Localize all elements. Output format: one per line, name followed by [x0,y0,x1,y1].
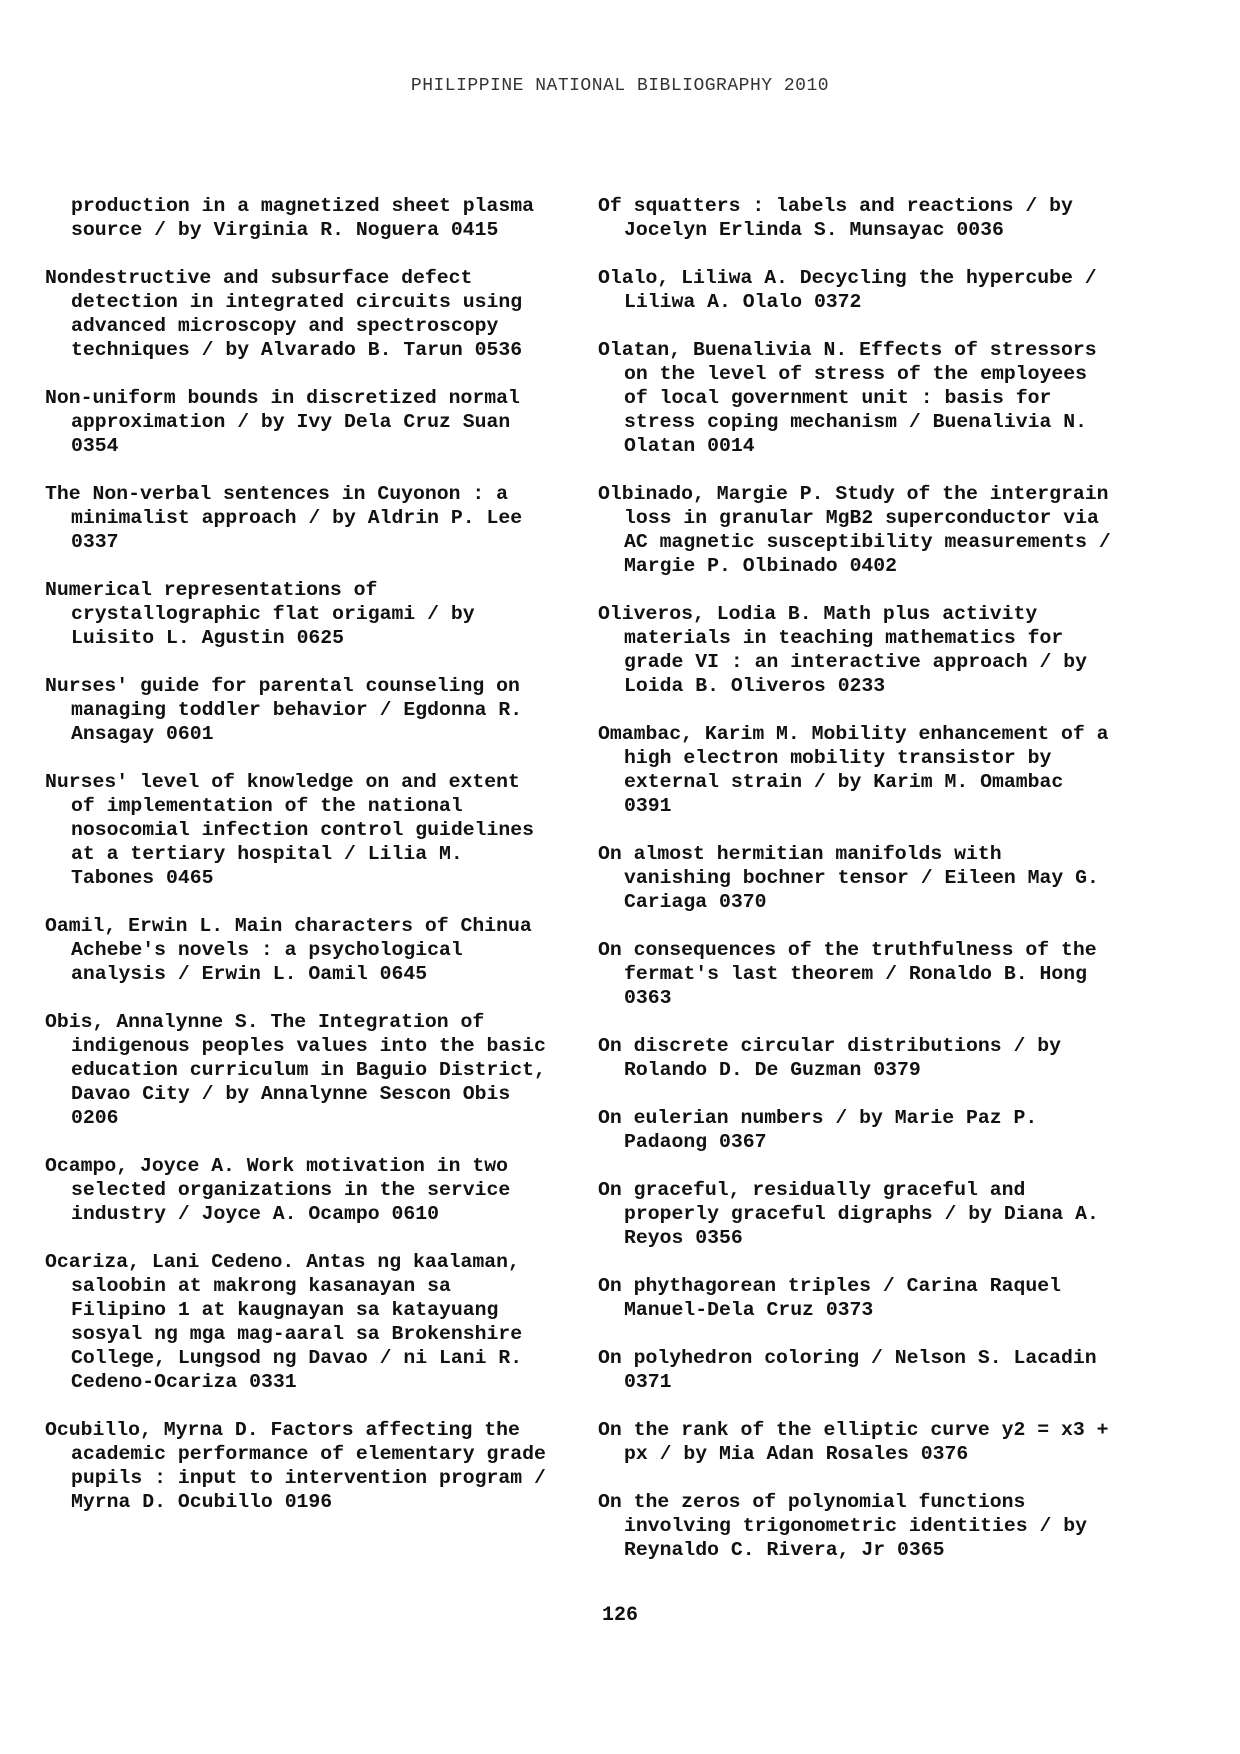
bibliography-entry [45,578,555,650]
entry-text: The Non-verbal sentences in Cuyonon : a minimalist approach / by Aldrin P. Lee [45,483,523,529]
bibliography-entry [598,194,1118,242]
entry-number: 0601 [165,723,214,745]
bibliography-entry [45,266,555,362]
entry-number: 0206 [71,1107,119,1129]
entry-text: On consequences of the truthfulness of the fermat's last theorem / Ronaldo B. Hong [598,939,1097,985]
entry-number: 0610 [391,1203,439,1225]
entry-text: Ocubillo, Myrna D. Factors affecting the academic performance of elementary grade pupils : input to intervention program / Myrna D. Ocubillo [45,1419,546,1513]
entry-text: On phythagorean triples / Carina Raquel Manuel-Dela Cruz [598,1275,1061,1321]
bibliography-entry [45,1010,555,1130]
entry-text: Numerical representations of crystallographic flat origami / by Luisito L. Agustin [45,579,475,649]
entry-text: On discrete circular distributions / by Rolando D. De Guzman [598,1035,1061,1081]
bibliography-entry [45,674,555,746]
entry-number: 0367 [718,1131,767,1153]
entry-text: Obis, Annalynne S. The Integration of indigenous peoples values into the basic education curriculum in Baguio District, Davao City / by Annalynne Sescon Obis [45,1011,546,1105]
bibliography-entry [45,194,555,242]
entry-text: Of squatters : labels and reactions / by Jocelyn Erlinda S. Munsayac [598,195,1073,241]
entry-number: 0036 [956,219,1004,241]
bibliography-entry [598,1490,1118,1562]
bibliography-entry [45,1250,555,1394]
entry-number: 0415 [450,219,499,241]
entry-text: Nurses' guide for parental counseling on managing toddler behavior / Egdonna R. Ansagay [45,675,523,745]
left-column [45,194,555,1538]
entry-number: 0014 [707,435,755,457]
bibliography-entry [598,1346,1118,1394]
bibliography-entry [598,938,1118,1010]
bibliography-entry [598,266,1118,314]
entry-text: Ocampo, Joyce A. Work motivation in two selected organizations in the service industry / Joyce A. Ocampo [45,1155,511,1225]
entry-text: On almost hermitian manifolds with vanishing bochner tensor / Eileen May G. Cariaga [598,843,1099,913]
bibliography-entry [45,386,555,458]
bibliography-entry [598,482,1118,578]
entry-number: 0233 [837,675,886,697]
bibliography-entry [45,1154,555,1226]
bibliography-entry [598,1418,1118,1466]
entry-number: 0376 [920,1443,969,1465]
entry-number: 0379 [873,1059,921,1081]
entry-text: On the rank of the elliptic curve y2 = x3 + px / by Mia Adan Rosales [598,1419,1109,1465]
bibliography-entry [45,1418,555,1514]
entry-text: Non-uniform bounds in discretized normal approximation / by Ivy Dela Cruz Suan [45,387,520,433]
entry-number: 0337 [71,531,119,553]
entry-number: 0196 [284,1491,333,1513]
bibliography-entry [598,842,1118,914]
entry-text: Oamil, Erwin L. Main characters of Chinua Achebe's novels : a psychological analysis / Erwin L. Oamil [45,915,532,985]
entry-text: Nondestructive and subsurface defect detection in integrated circuits using advanced microscopy and spectroscopy techniques / by Alvarado B. Tarun [45,267,523,361]
entry-number: 0465 [165,867,214,889]
entry-number: 0645 [379,963,428,985]
entry-number: 0370 [718,891,767,913]
entry-text: On eulerian numbers / by Marie Paz P. Padaong [598,1107,1038,1153]
bibliography-entry [598,1274,1118,1322]
entry-text: Oliveros, Lodia B. Math plus activity materials in teaching mathematics for grade VI : an interactive approach / by Loida B. Oliveros [598,603,1087,697]
entry-number: 0354 [71,435,119,457]
entry-text: On polyhedron coloring / Nelson S. Lacadin [598,1347,1097,1369]
entry-text: production in a magnetized sheet plasma source / by Virginia R. Noguera [71,195,534,241]
entry-text: Olatan, Buenalivia N. Effects of stressors on the level of stress of the employees of local government unit : basis for stress coping mechanism / Buenalivia N. Olatan [598,339,1097,457]
page-number: 126 [601,1604,638,1627]
entry-text: Ocariza, Lani Cedeno. Antas ng kaalaman, saloobin at makrong kasanayan sa Filipino 1 at kaugnayan sa katayuang sosyal ng mga mag-aaral sa Brokenshire College, Lungsod ng Davao / ni Lani R. Cedeno-Ocariza [45,1251,523,1393]
entry-number: 0365 [897,1539,945,1561]
entry-number: 0331 [249,1371,297,1393]
entry-number: 0363 [624,987,672,1009]
entry-number: 0356 [695,1227,743,1249]
entry-number: 0372 [813,291,862,313]
bibliography-entry [598,1106,1118,1154]
entry-number: 0536 [474,339,523,361]
entry-number: 0391 [624,795,672,817]
bibliography-entry [598,602,1118,698]
running-title: PHILIPPINE NATIONAL BIBLIOGRAPHY 2010 [410,76,830,96]
bibliography-entry [598,1178,1118,1250]
right-column [598,194,1118,1586]
entry-text: On the zeros of polynomial functions involving trigonometric identities / by Reynaldo C. Rivera, Jr [598,1491,1087,1561]
bibliography-entry [45,770,555,890]
bibliography-entry [45,482,555,554]
bibliography-entry [598,722,1118,818]
entry-number: 0371 [624,1371,672,1393]
entry-text: Olbinado, Margie P. Study of the intergrain loss in granular MgB2 superconductor via AC magnetic susceptibility measurements / Margie P. Olbinado [598,483,1111,577]
entry-text: On graceful, residually graceful and properly graceful digraphs / by Diana A. Reyos [598,1179,1099,1249]
entry-number: 0402 [849,555,898,577]
entry-number: 0625 [296,627,345,649]
entry-number: 0373 [825,1299,874,1321]
bibliography-entry [598,338,1118,458]
entry-text: Olalo, Liliwa A. Decycling the hypercube / Liliwa A. Olalo [598,267,1097,313]
bibliography-entry [45,914,555,986]
entry-text: Nurses' level of knowledge on and extent of implementation of the national nosocomial infection control guidelines at a tertiary hospital / Lilia M. Tabones [45,771,534,889]
entry-text: Omambac, Karim M. Mobility enhancement of a high electron mobility transistor by external strain / by Karim M. Omambac [598,723,1109,793]
bibliography-entry [598,1034,1118,1082]
